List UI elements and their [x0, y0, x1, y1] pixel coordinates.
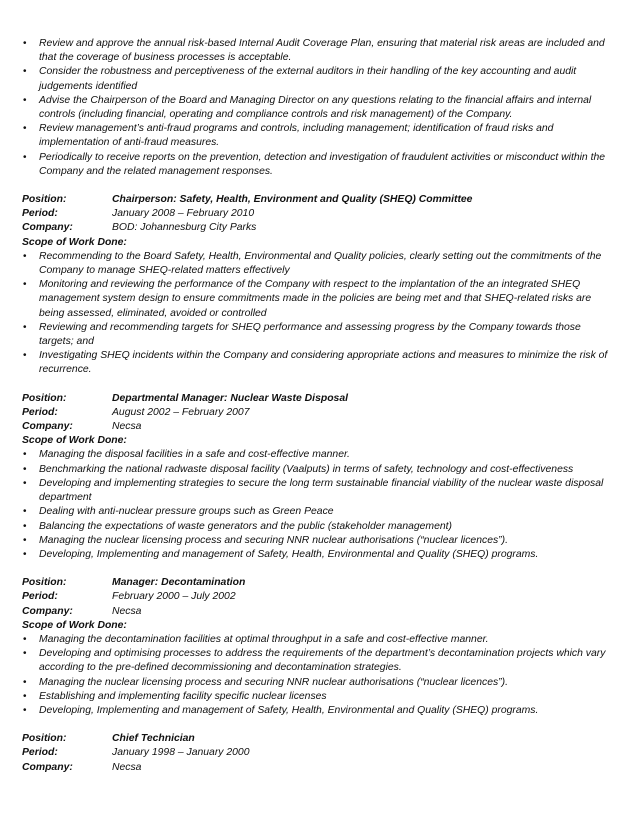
position-row: [22, 732, 608, 746]
list-item: • Developing and optimising processes to address the requirements of the department’s decontamination projects which vary according to the pre-defined decommissioning and decontamination strategies.: [23, 648, 606, 674]
list-item: • Developing, Implementing and management of Safety, Health, Environmental and Quality (SHEQ) programs.: [22, 548, 608, 562]
position-row: [22, 576, 608, 590]
scope-heading: Scope of Work Done:: [22, 236, 127, 248]
bullet-icon: •: [23, 123, 27, 135]
period-value: January 1998 – January 2000: [112, 747, 250, 759]
position-value: Chairperson: Safety, Health, Environment and Quality (SHEQ) Committee: [112, 194, 473, 206]
bullet-icon: •: [23, 449, 27, 461]
bullet-icon: •: [23, 633, 27, 645]
period-label: Period:: [22, 591, 58, 603]
bullet-icon: •: [23, 151, 27, 163]
list-item: • Monitoring and reviewing the performance of the Company with respect to the implantation of the an integrated SHEQ management system design to ensure commitments made in the policies are being met and that SHEQ-related risks are being assessed, eliminated, avoided or controlled: [23, 279, 592, 319]
company-row: [22, 605, 608, 619]
company-label: Company:: [22, 605, 73, 617]
company-value: BOD: Johannesburg City Parks: [112, 222, 257, 234]
list-item: • Recommending to the Board Safety, Health, Environmental and Quality policies, clearly setting out the commitments of the Company to manage SHEQ-related matters effectively: [23, 250, 602, 277]
list-item: • Managing the nuclear licensing process and securing NNR nuclear authorisations (“nuclear licences”).: [22, 676, 608, 690]
company-value: Necsa: [112, 761, 142, 773]
position-label: Position:: [22, 194, 67, 206]
list-item: • Advise the Chairperson of the Board and Managing Director on any questions relating to the financial affairs and internal controls (including financial, operating and compliance controls and risk management) of the Company.: [23, 94, 592, 121]
scope-bullet-list: [22, 250, 608, 378]
list-item: • Investigating SHEQ incidents within the Company and considering appropriate actions and measures to minimize the risk of recurrence.: [23, 350, 608, 376]
company-row: [22, 761, 608, 775]
bullet-icon: •: [23, 94, 27, 106]
job-section: [22, 392, 608, 562]
scope-bullet-list: [22, 448, 608, 562]
period-value: February 2000 – July 2002: [112, 591, 236, 603]
bullet-icon: •: [23, 38, 27, 49]
position-value: Manager: Decontamination: [112, 577, 246, 589]
company-label: Company:: [22, 421, 73, 433]
bullet-icon: •: [23, 548, 27, 560]
list-item: • Managing the disposal facilities in a safe and cost-effective manner.: [22, 448, 608, 462]
bullet-icon: •: [23, 321, 27, 333]
company-row: [22, 420, 608, 434]
position-value: Chief Technician: [112, 733, 195, 745]
company-value: Necsa: [112, 605, 142, 617]
bullet-icon: •: [23, 477, 27, 489]
company-label: Company:: [22, 761, 73, 773]
list-item: • Consider the robustness and perceptiveness of the external auditors in their handling of the key accounting and audit judgements identified: [23, 66, 577, 92]
list-item: • Developing and implementing strategies to secure the long term sustainable financial viability of the nuclear waste disposal department: [23, 477, 604, 504]
period-row: [22, 207, 608, 221]
period-label: Period:: [22, 208, 58, 220]
list-item: • Review and approve the annual risk-based Internal Audit Coverage Plan, ensuring that material risk areas are included and that the coverage of business processes is acceptable.: [23, 38, 605, 64]
scope-heading: Scope of Work Done:: [22, 619, 127, 631]
bullet-icon: •: [23, 534, 27, 546]
scope-bullet-list: [22, 633, 608, 718]
company-row: [22, 221, 608, 235]
company-value: Necsa: [112, 421, 142, 433]
period-label: Period:: [22, 747, 58, 759]
bullet-icon: •: [23, 520, 27, 532]
position-row: [22, 392, 608, 406]
bullet-icon: •: [23, 250, 27, 262]
job-section: [22, 193, 608, 378]
position-row: [22, 193, 608, 207]
list-item: • Reviewing and recommending targets for SHEQ performance and assessing progress by the Company towards those targets; and: [23, 321, 581, 348]
position-label: Position:: [22, 392, 67, 404]
list-item: • Periodically to receive reports on the prevention, detection and investigation of fraudulent activities or misconduct within the Company and the related management responses.: [23, 151, 606, 177]
bullet-icon: •: [23, 704, 27, 716]
period-label: Period:: [22, 406, 58, 418]
bullet-icon: •: [23, 690, 27, 702]
list-item: • Review management’s anti-fraud programs and controls, including management; identification of fraud risks and implementation of anti-fraud measures.: [23, 123, 554, 149]
period-row: [22, 746, 608, 760]
list-item: • Managing the nuclear licensing process and securing NNR nuclear authorisations (“nuclear licences”).: [22, 534, 608, 548]
list-item: • Dealing with anti-nuclear pressure groups such as Green Peace: [22, 505, 608, 519]
period-row: [22, 590, 608, 604]
job-section: [22, 732, 608, 775]
bullet-icon: •: [23, 350, 27, 362]
bullet-icon: •: [23, 648, 27, 660]
position-value: Departmental Manager: Nuclear Waste Disposal: [112, 392, 348, 404]
job-section: [22, 576, 608, 718]
list-item: • Balancing the expectations of waste generators and the public (stakeholder management): [22, 520, 608, 534]
period-row: [22, 406, 608, 420]
bullet-icon: •: [23, 506, 27, 518]
scope-heading: Scope of Work Done:: [22, 435, 127, 447]
intro-bullet-list: [22, 37, 608, 179]
bullet-icon: •: [23, 676, 27, 688]
position-label: Position:: [22, 577, 67, 589]
bullet-icon: •: [23, 279, 27, 291]
bullet-icon: •: [23, 66, 27, 78]
period-value: January 2008 – February 2010: [112, 208, 255, 220]
company-label: Company:: [22, 222, 73, 234]
list-item: • Managing the decontamination facilities at optimal throughput in a safe and cost-effective manner.: [22, 633, 608, 647]
period-value: August 2002 – February 2007: [112, 406, 250, 418]
position-label: Position:: [22, 733, 67, 745]
list-item: • Benchmarking the national radwaste disposal facility (Vaalputs) in terms of safety, technology and cost-effectiveness: [22, 463, 608, 477]
bullet-icon: •: [23, 463, 27, 475]
list-item: • Establishing and implementing facility specific nuclear licenses: [22, 690, 608, 704]
list-item: • Developing, Implementing and management of Safety, Health, Environmental and Quality (SHEQ) programs.: [22, 704, 608, 718]
